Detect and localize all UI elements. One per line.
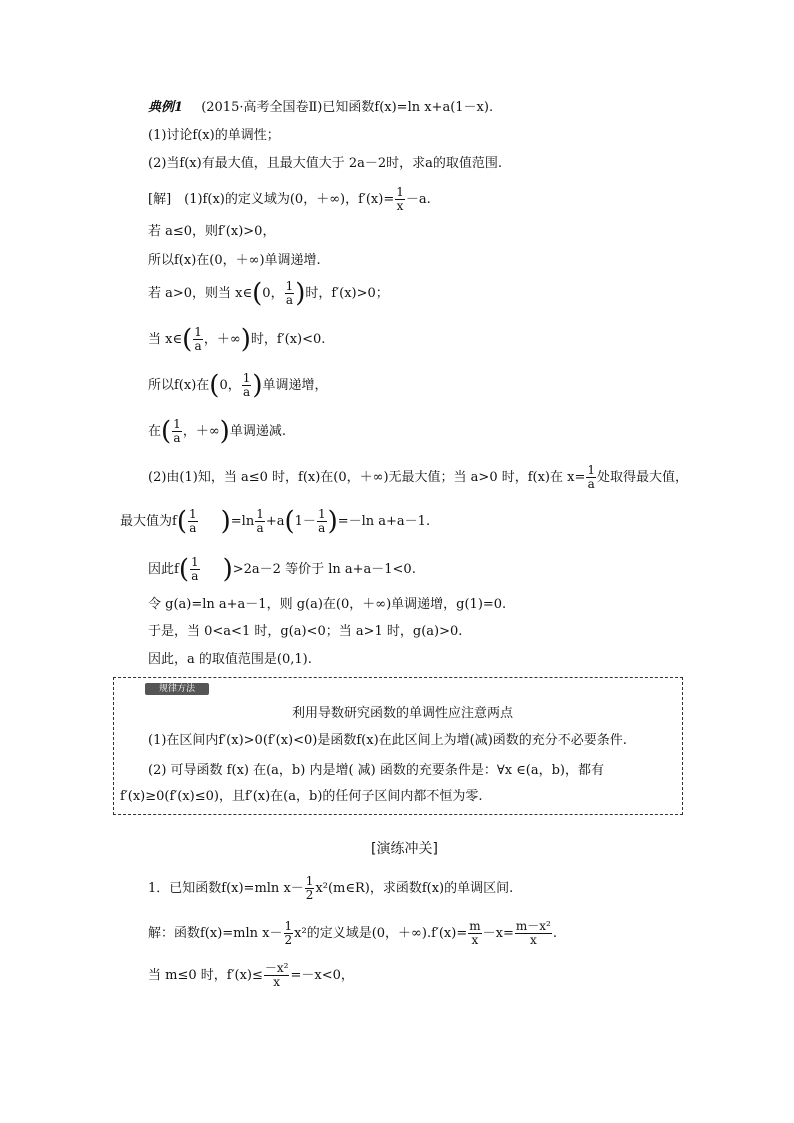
solution-l10-post: >2a－2 等价于 ln a+a－1<0.	[232, 562, 416, 577]
method-point-2b: f′(x)≥0(f′(x)≤0)，且f′(x)在(a，b)的任何子区间内都不恒为零.	[120, 789, 483, 804]
solution-l6-pre: 所以f(x)在	[148, 378, 210, 393]
fraction-denominator: a	[194, 339, 202, 353]
fraction-denominator: a	[285, 293, 293, 307]
solution-line-3: 所以f(x)在(0，＋∞)单调递增.	[148, 253, 321, 268]
fraction-numerator: 1	[194, 325, 202, 339]
example-stem: (2015·高考全国卷Ⅱ)已知函数f(x)=ln x+a(1－x).	[201, 100, 494, 115]
solution-l7-mid: ，＋∞	[182, 424, 220, 439]
method-title: 利用导数研究函数的单调性应注意两点	[292, 706, 514, 721]
solution-line-5	[148, 326, 325, 353]
practice-s1-pre: 解：函数f(x)=mln x－	[148, 926, 283, 941]
fraction-denominator: a	[173, 431, 181, 445]
fraction-numerator: 1	[188, 507, 197, 521]
solution-l6-post: 单调递增，	[262, 378, 328, 393]
solution-l9-mid: =ln	[230, 514, 255, 529]
solution-l4-post: 时，f′(x)>0；	[305, 286, 389, 301]
fraction	[188, 508, 198, 535]
right-paren: )	[252, 370, 263, 401]
solution-line-12: 于是，当 0<a<1 时，g(a)<0；当 a>1 时，g(a)>0.	[148, 624, 463, 639]
practice-s1-mid: x²的定义域是(0，＋∞).f′(x)=	[294, 926, 468, 941]
fraction	[468, 920, 481, 947]
fraction-numerator: 1	[173, 417, 181, 431]
fraction	[190, 556, 200, 583]
solution-l8-post: 处取得最大值，	[597, 470, 689, 485]
fraction	[284, 920, 294, 947]
solution-l4-mid: 0，	[262, 286, 284, 301]
solution-l1-post: －a.	[405, 192, 431, 207]
fraction-numerator: 1	[284, 919, 293, 933]
fraction-numerator: －x²	[264, 961, 289, 975]
solution-l9-in: 1－	[294, 514, 316, 529]
solution-l10-pre: 因此f	[148, 562, 179, 577]
solution-l6-mid: 0，	[219, 378, 241, 393]
fraction-numerator: 1	[305, 874, 314, 888]
question-2: (2)当f(x)有最大值，且最大值大于 2a－2时，求a的取值范围.	[148, 156, 503, 171]
fraction	[305, 875, 315, 902]
fraction-numerator: 1	[190, 555, 199, 569]
solution-line-1	[148, 186, 431, 213]
fraction	[285, 280, 295, 307]
fraction-denominator: a	[189, 521, 197, 535]
solution-line-10	[148, 556, 416, 583]
practice-s1-post: .	[552, 926, 557, 941]
solution-line-11: 令 g(a)=ln a+a－1，则 g(a)在(0，＋∞)单调递增，g(1)=0.	[148, 597, 507, 612]
solution-line-2: 若 a≤0，则f′(x)>0，	[148, 224, 276, 239]
left-paren: (	[161, 416, 172, 447]
solution-line-8	[148, 464, 688, 491]
right-paren: )	[220, 506, 231, 537]
practice-s1-mid2: －x=	[482, 926, 514, 941]
fraction	[242, 372, 252, 399]
fraction-denominator: 2	[305, 888, 314, 902]
solution-l7-pre: 在	[148, 424, 162, 439]
solution-l5-mid: ，＋∞	[203, 332, 241, 347]
solution-line-4	[148, 280, 389, 307]
solution-line-13: 因此，a 的取值范围是(0,1).	[148, 652, 312, 667]
example-label: 典例1	[148, 100, 184, 115]
fraction-denominator: x	[529, 933, 537, 947]
fraction-denominator: a	[242, 385, 251, 399]
fraction	[172, 418, 182, 445]
solution-l1-pre: [解] (1)f(x)的定义域为(0，＋∞)，f′(x)=	[148, 192, 395, 207]
fraction-denominator: a	[191, 569, 199, 583]
left-paren: (	[252, 278, 263, 309]
left-paren: (	[209, 370, 220, 401]
fraction-denominator: a	[587, 477, 595, 491]
section-heading: [演练冲关]	[371, 841, 438, 857]
fraction-denominator: x	[273, 975, 281, 989]
fraction-numerator: m－x²	[515, 919, 551, 933]
fraction-denominator: x	[471, 933, 479, 947]
question-1: (1)讨论f(x)的单调性；	[148, 128, 280, 143]
solution-l9-post: =－ln a+a－1.	[337, 514, 431, 529]
practice-s2-post: =－x<0，	[290, 968, 354, 983]
method-point-1: (1)在区间内f′(x)>0(f′(x)<0)是函数f(x)在此区间上为增(减)函数的充分不必要条件.	[148, 733, 627, 748]
right-paren: )	[219, 416, 230, 447]
fraction	[255, 508, 265, 535]
fraction-numerator: 1	[396, 185, 404, 199]
right-paren: )	[327, 506, 338, 537]
left-paren: (	[284, 506, 295, 537]
solution-l5-pre: 当 x∈	[148, 332, 183, 347]
left-paren: (	[176, 506, 187, 537]
fraction-numerator: m	[469, 919, 481, 933]
fraction-numerator: 1	[285, 279, 294, 293]
solution-line-7	[148, 418, 286, 445]
practice-question-1	[148, 875, 513, 902]
fraction	[317, 508, 327, 535]
practice-solution-1	[148, 920, 557, 947]
method-tag: 规律方法	[145, 683, 209, 695]
solution-l9-mid2: +a	[265, 514, 285, 529]
fraction-numerator: 1	[256, 507, 264, 521]
left-paren: (	[182, 324, 193, 355]
practice-q1-pre: 1．已知函数f(x)=mln x－	[148, 881, 304, 896]
solution-l4-pre: 若 a>0，则当 x∈	[148, 286, 253, 301]
fraction-numerator: 1	[242, 371, 251, 385]
right-paren: )	[222, 554, 233, 585]
practice-q1-post: x²(m∈R)，求函数f(x)的单调区间.	[315, 881, 514, 896]
solution-l9-pre: 最大值为f	[120, 514, 177, 529]
solution-line-9	[120, 508, 430, 535]
right-paren: )	[240, 324, 251, 355]
method-point-2a: (2) 可导函数 f(x) 在(a，b) 内是增( 减) 函数的充要条件是：∀x ∈(a，b)，都有	[148, 763, 605, 778]
fraction-numerator: 1	[317, 507, 326, 521]
fraction	[515, 920, 552, 947]
solution-l7-post: 单调递减.	[229, 424, 286, 439]
fraction-denominator: a	[318, 521, 326, 535]
fraction-numerator: 1	[587, 463, 596, 477]
fraction-denominator: a	[256, 521, 264, 535]
solution-line-6	[148, 372, 328, 399]
left-paren: (	[178, 554, 189, 585]
fraction	[586, 464, 596, 491]
solution-l5-post: 时，f′(x)<0.	[250, 332, 326, 347]
fraction-denominator: x	[396, 199, 404, 213]
practice-s2-pre: 当 m≤0 时，f′(x)≤	[148, 968, 263, 983]
fraction	[264, 962, 290, 989]
right-paren: )	[295, 278, 306, 309]
example-line-stem	[148, 100, 493, 116]
fraction	[395, 186, 405, 213]
solution-l8-pre: (2)由(1)知，当 a≤0 时，f(x)在(0，＋∞)无最大值；当 a>0 时，f(x)在 x=	[148, 470, 586, 485]
fraction-denominator: 2	[284, 933, 293, 947]
practice-solution-2	[148, 962, 354, 989]
fraction	[193, 326, 203, 353]
